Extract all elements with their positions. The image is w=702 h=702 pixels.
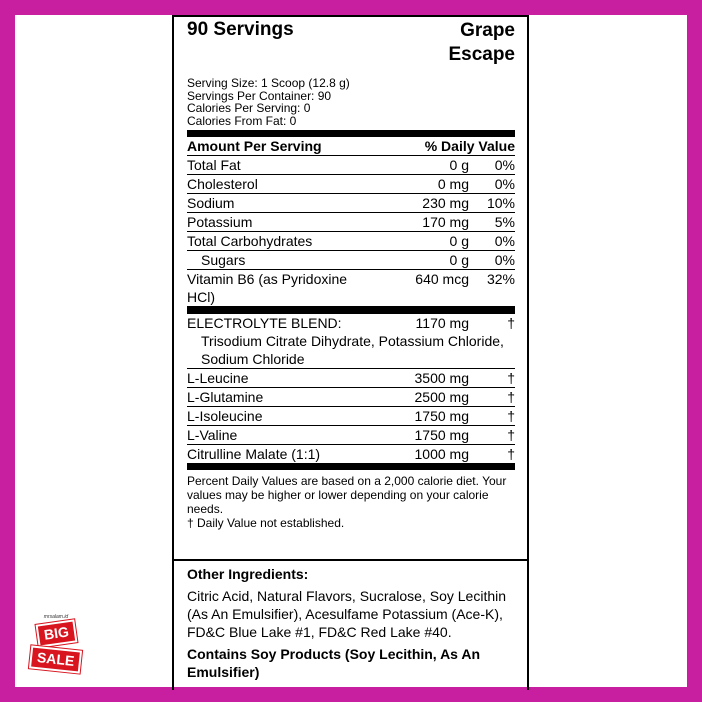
nutrient-dv: 5% (494, 214, 515, 230)
nutrient-name: Total Carbohydrates (187, 233, 313, 249)
table-row (187, 426, 515, 445)
nutrient-amount: 0 g (449, 157, 469, 173)
label-header (187, 19, 515, 67)
flavor-line-2: Escape (448, 44, 515, 65)
blend-amount: 1170 mg (415, 315, 469, 331)
ingredient-amount: 2500 mg (414, 389, 469, 405)
badge-site: mrsalam.id (43, 614, 69, 620)
ingredient-name: Citrulline Malate (1:1) (187, 446, 321, 462)
section-divider (174, 559, 527, 561)
footnote (187, 474, 515, 530)
nutrient-name: Total Fat (187, 157, 241, 173)
table-row (187, 407, 515, 426)
serving-size: Serving Size: 1 Scoop (12.8 g) (187, 76, 350, 90)
nutrient-name: Cholesterol (187, 176, 258, 192)
nutrient-amount: 230 mg (422, 195, 469, 211)
nutrient-dv: 0% (494, 252, 515, 268)
calories-per-serving: Calories Per Serving: 0 (187, 101, 311, 115)
flavor-line-1: Grape (460, 20, 515, 41)
nutrient-name: Sugars (201, 252, 246, 268)
table-row (187, 445, 515, 463)
table-row (187, 156, 515, 175)
nutrient-dv: 0% (494, 176, 515, 192)
nutrient-amount: 0 g (449, 233, 469, 249)
table-row (187, 232, 515, 251)
nutrient-amount: 0 g (449, 252, 469, 268)
nutrient-amount: 640 mcg (415, 271, 469, 287)
other-ingredients (187, 565, 515, 681)
table-row (187, 251, 515, 270)
table-row (187, 213, 515, 232)
supplement-facts-label (172, 15, 529, 690)
blend-name: ELECTROLYTE BLEND: (187, 315, 342, 331)
big-sale-badge (30, 614, 82, 676)
ingredient-amount: 3500 mg (414, 370, 469, 386)
ingredient-name: L-Valine (187, 427, 238, 443)
amount-header: Amount Per Serving (187, 138, 322, 154)
nutrient-name: Sodium (187, 195, 235, 211)
footnote-dagger: † Daily Value not established. (187, 516, 345, 530)
ingredient-dv: † (507, 427, 515, 443)
table-header (187, 137, 515, 156)
daily-value-header: % Daily Value (424, 138, 515, 154)
servings-per-container: Servings Per Container: 90 (187, 88, 332, 103)
allergen-statement: Contains Soy Products (Soy Lecithin, As An Emulsifier) (187, 646, 480, 680)
nutrient-dv: 10% (486, 195, 515, 211)
nutrient-dv: 0% (494, 233, 515, 249)
table-row (187, 388, 515, 407)
blend-dv: † (507, 315, 515, 331)
thick-rule (187, 130, 515, 137)
ingredient-amount: 1750 mg (414, 427, 469, 443)
other-ingredients-text: Citric Acid, Natural Flavors, Sucralose, Soy Lecithin (As An Emulsifier), Acesulfame Potassium (Ace-K), FD&C Blue Lake #1, FD&C Red Lake #40. (187, 588, 507, 640)
blend-row (187, 314, 515, 332)
footnote-dv-basis: Percent Daily Values are based on a 2,000 calorie diet. Your values may be higher or lower depending on your calorie needs. (187, 474, 507, 516)
nutrient-amount: 170 mg (422, 214, 469, 230)
ingredient-dv: † (507, 446, 515, 462)
table-row (187, 194, 515, 213)
nutrient-dv: 0% (494, 157, 515, 173)
thick-rule (187, 307, 515, 314)
ingredient-amount: 1750 mg (414, 408, 469, 424)
ingredient-name: L-Isoleucine (187, 408, 263, 424)
badge-big: BIG (35, 619, 77, 647)
nutrient-rows (187, 156, 515, 307)
ingredient-dv: † (507, 408, 515, 424)
ingredient-dv: † (507, 389, 515, 405)
thick-rule (187, 463, 515, 470)
servings-count: 90 Servings (187, 19, 294, 40)
nutrient-dv: 32% (486, 271, 515, 287)
other-ingredients-heading: Other Ingredients: (187, 566, 309, 582)
table-row (187, 175, 515, 194)
flavor-name (448, 19, 515, 67)
calories-from-fat: Calories From Fat: 0 (187, 113, 297, 128)
badge-sale: SALE (29, 645, 82, 673)
ingredient-dv: † (507, 370, 515, 386)
table-row (187, 369, 515, 388)
amino-rows (187, 369, 515, 463)
ingredient-amount: 1000 mg (414, 446, 469, 462)
nutrient-name: Potassium (187, 214, 253, 230)
ingredient-name: L-Leucine (187, 370, 249, 386)
nutrient-amount: 0 mg (437, 176, 469, 192)
nutrient-name: Vitamin B6 (as Pyridoxine HCl) (187, 271, 348, 305)
top-rule (174, 15, 527, 17)
serving-info (187, 77, 515, 127)
blend-contents: Trisodium Citrate Dihydrate, Potassium Chloride, Sodium Chloride (187, 332, 515, 369)
ingredient-name: L-Glutamine (187, 389, 264, 405)
table-row (187, 270, 515, 307)
